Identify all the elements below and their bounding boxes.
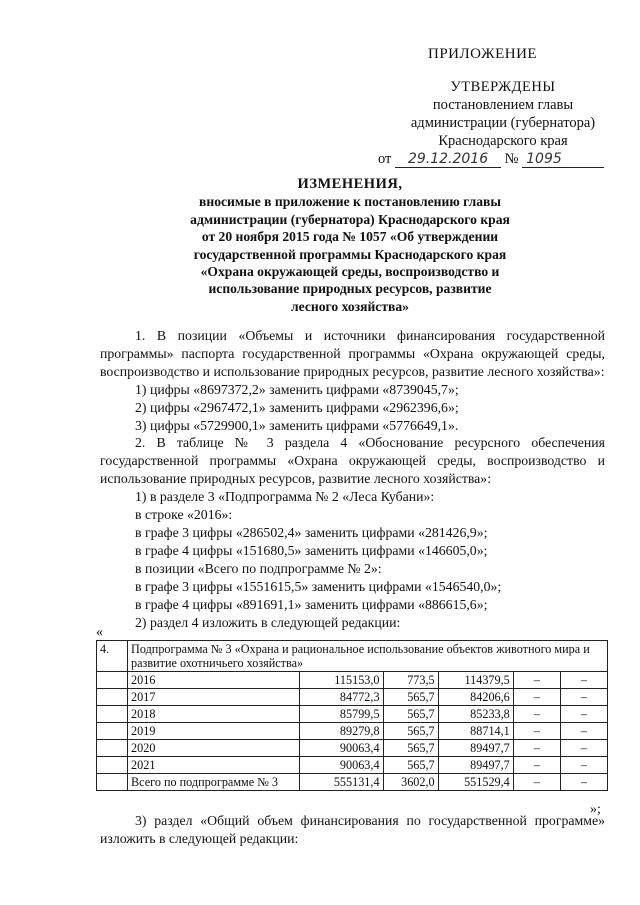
- document-tail: [100, 812, 605, 848]
- heading-line: от 20 ноября 2015 года № 1057 «Об утверждении: [201, 229, 499, 245]
- value-cell: 84772,3: [300, 689, 383, 706]
- year-cell: 2020: [128, 740, 300, 757]
- year-cell: 2018: [128, 706, 300, 723]
- dash-cell: –: [513, 706, 560, 723]
- dash-cell: –: [560, 723, 607, 740]
- value-cell: 114379,5: [438, 672, 513, 689]
- table-row: [97, 740, 608, 757]
- row-number: 4.: [97, 641, 128, 672]
- subprogram-title: Подпрограмма № 3 «Охрана и рациональное использование объектов животного мира и развитие охотничьего хозяйства»: [128, 641, 608, 672]
- value-cell: 3602,0: [383, 774, 438, 791]
- dash-cell: –: [513, 672, 560, 689]
- total-label: Всего по подпрограмме № 3: [128, 774, 300, 791]
- paragraph-2: 2. В таблице № 3 раздела 4 «Обоснование ресурсного обеспечения государственной программы «Охрана окружающей среды, воспроизводство и использование природных ресурсов, развитие лесного хозяйства»:: [100, 435, 605, 487]
- heading-line: «Охрана окружающей среды, воспроизводство и: [200, 264, 500, 280]
- table-row-total: [97, 774, 608, 791]
- value-cell: 555131,4: [300, 774, 383, 791]
- list-item: в строке «2016»:: [135, 507, 233, 523]
- value-cell: 90063,4: [300, 757, 383, 774]
- value-cell: 773,5: [383, 672, 438, 689]
- year-cell: 2019: [128, 723, 300, 740]
- document-body: [100, 327, 605, 631]
- value-cell: 565,7: [383, 740, 438, 757]
- opening-quote: «: [96, 625, 103, 640]
- closing-quote: »;: [590, 802, 601, 817]
- value-cell: 85233,8: [438, 706, 513, 723]
- appendix-label: ПРИЛОЖЕНИЕ: [428, 46, 538, 62]
- handwritten-date: 29.12.2016: [395, 151, 501, 168]
- approved-title: УТВЕРЖДЕНЫ: [450, 79, 556, 95]
- dash-cell: –: [560, 740, 607, 757]
- list-item: 2) цифры «2967472,1» заменить цифрами «2962396,6»;: [135, 399, 459, 415]
- list-item: в графе 3 цифры «286502,4» заменить цифрами «281426,9»;: [135, 524, 488, 540]
- value-cell: 565,7: [383, 689, 438, 706]
- dash-cell: –: [513, 757, 560, 774]
- heading-title: ИЗМЕНЕНИЯ,: [297, 176, 403, 192]
- date-prefix: от: [378, 151, 392, 167]
- heading-line: вносимые в приложение к постановлению главы: [199, 194, 501, 210]
- value-cell: 84206,6: [438, 689, 513, 706]
- table-row: [97, 706, 608, 723]
- date-number-line: [368, 150, 638, 168]
- heading-line: лесного хозяйства»: [291, 298, 409, 314]
- value-cell: 565,7: [383, 706, 438, 723]
- value-cell: 85799,5: [300, 706, 383, 723]
- value-cell: 90063,4: [300, 740, 383, 757]
- approved-line: администрации (губернатора): [410, 115, 596, 131]
- value-cell: 551529,4: [438, 774, 513, 791]
- list-item: в позиции «Всего по подпрограмме № 2»:: [135, 560, 382, 576]
- value-cell: 89279,8: [300, 723, 383, 740]
- handwritten-number: 1095: [522, 151, 604, 168]
- heading-line: государственной программы Краснодарского края: [193, 246, 507, 262]
- table-row: [97, 641, 608, 672]
- document-heading: [160, 176, 540, 315]
- year-cell: 2016: [128, 672, 300, 689]
- dash-cell: –: [513, 689, 560, 706]
- value-cell: 565,7: [383, 757, 438, 774]
- financing-table: [96, 640, 608, 791]
- dash-cell: –: [560, 672, 607, 689]
- approval-block: [368, 78, 638, 168]
- value-cell: 89497,7: [438, 740, 513, 757]
- value-cell: 565,7: [383, 723, 438, 740]
- dash-cell: –: [560, 774, 607, 791]
- heading-line: использование природных ресурсов, развитие: [208, 281, 492, 297]
- dash-cell: –: [560, 706, 607, 723]
- heading-line: администрации (губернатора) Краснодарского края: [190, 211, 510, 227]
- approved-line: Краснодарского края: [438, 133, 568, 149]
- value-cell: 89497,7: [438, 757, 513, 774]
- table-row: [97, 757, 608, 774]
- paragraph-3: 3) раздел «Общий объем финансирования по государственной программе» изложить в следующей редакции:: [100, 813, 605, 846]
- list-item: в графе 4 цифры «891691,1» заменить цифрами «886615,6»;: [135, 596, 488, 612]
- table-row: [97, 723, 608, 740]
- value-cell: 88714,1: [438, 723, 513, 740]
- paragraph-1: 1. В позиции «Объемы и источники финансирования государственной программы» паспорта государственной программы «Охрана окружающей среды, воспроизводство и использование природных ресурсов, развитие лесного хозяйства»:: [100, 328, 605, 379]
- dash-cell: –: [560, 757, 607, 774]
- list-item: в графе 3 цифры «1551615,5» заменить цифрами «1546540,0»;: [135, 578, 502, 594]
- table-row: [97, 672, 608, 689]
- list-item: 2) раздел 4 изложить в следующей редакции:: [135, 614, 401, 630]
- dash-cell: –: [560, 689, 607, 706]
- dash-cell: –: [513, 740, 560, 757]
- list-item: в графе 4 цифры «151680,5» заменить цифрами «146605,0»;: [135, 542, 488, 558]
- value-cell: 115153,0: [300, 672, 383, 689]
- dash-cell: –: [513, 774, 560, 791]
- list-item: 1) цифры «8697372,2» заменить цифрами «8739045,7»;: [135, 381, 459, 397]
- dash-cell: –: [513, 723, 560, 740]
- list-item: 3) цифры «5729900,1» заменить цифрами «5776649,1».: [135, 417, 459, 433]
- year-cell: 2017: [128, 689, 300, 706]
- year-cell: 2021: [128, 757, 300, 774]
- number-prefix: №: [504, 151, 519, 167]
- approved-line: постановлением главы: [432, 97, 574, 113]
- list-item: 1) в разделе 3 «Подпрограмма № 2 «Леса Кубани»:: [135, 489, 435, 505]
- table-row: [97, 689, 608, 706]
